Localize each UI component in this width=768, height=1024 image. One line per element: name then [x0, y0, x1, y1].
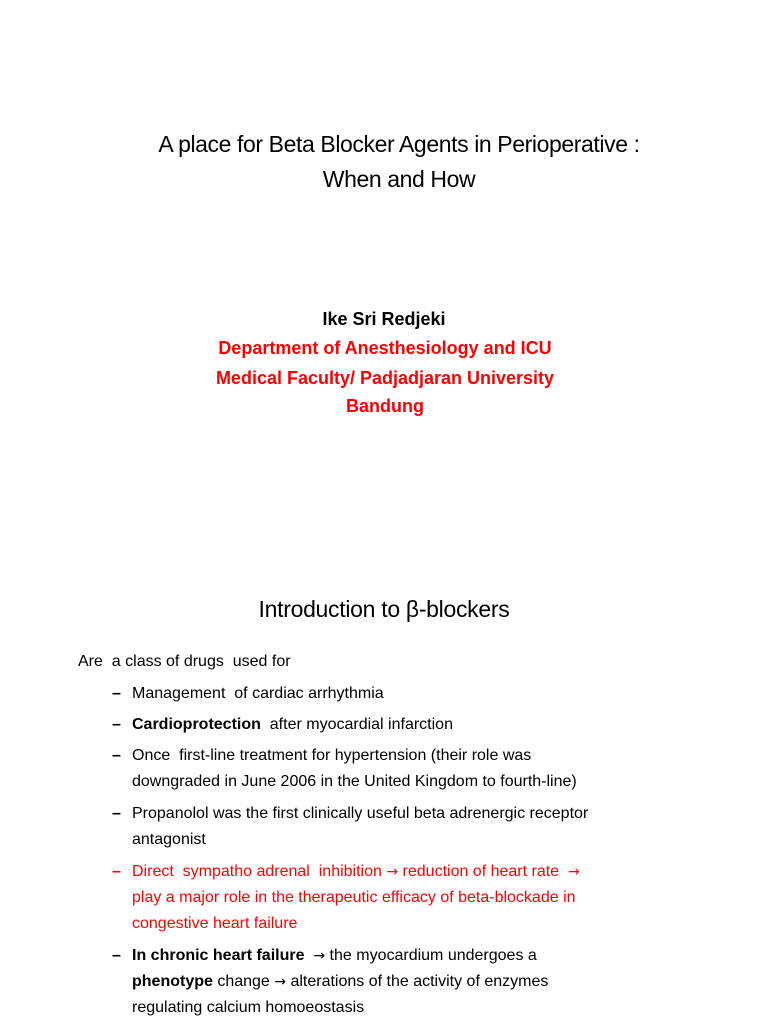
bullet-dash: – [112, 863, 121, 880]
bullet-text-part: Direct sympatho adrenal inhibition [132, 863, 387, 880]
bullet-text [132, 712, 752, 738]
bullet-text-part: alterations of the activity of enzymes regulating calcium homoeostasis [132, 973, 549, 1016]
bullet-text: Once first-line treatment for hypertension (their role was downgraded in June 2006 in the United Kingdom to fourth-line) [132, 747, 577, 790]
right-arrow-icon: → [386, 864, 399, 880]
bullet-dash: – [112, 947, 121, 964]
bullet-text-part: reduction of heart rate [398, 863, 568, 880]
bullet-dash: – [112, 685, 121, 702]
intro-lead-text: Are a class of drugs used for [78, 653, 291, 670]
affiliation-city: Bandung [346, 396, 424, 416]
affiliation-faculty: Medical Faculty/ Padjadjaran University [215, 368, 555, 388]
bullet-dash: – [112, 747, 121, 764]
author-name: Ike Sri Redjeki [322, 309, 446, 329]
right-arrow-icon: → [313, 948, 326, 964]
presentation-title-line-2: When and How [322, 166, 476, 192]
bullet-text [132, 859, 752, 937]
slide-heading: Introduction to β-blockers [258, 596, 510, 622]
right-arrow-icon: → [274, 974, 287, 990]
bullet-dash: – [112, 716, 121, 733]
affiliation-department: Department of Anesthesiology and ICU [218, 338, 552, 358]
bullet-text-rest: after myocardial infarction [260, 716, 453, 733]
presentation-title-line-1: A place for Beta Blocker Agents in Perioperative : [158, 131, 640, 157]
bullet-text: Propanolol was the first clinically useful beta adrenergic receptor antagonist [132, 805, 589, 848]
bullet-text-part: the myocardium undergoes a [329, 947, 537, 964]
bullet-text-part: change [212, 973, 275, 990]
bold-term: phenotype [132, 973, 213, 990]
bold-term: Cardioprotection [132, 716, 261, 733]
right-arrow-icon: → [567, 864, 580, 880]
bold-term: In chronic heart failure [132, 947, 305, 964]
bullet-dash: – [112, 805, 121, 822]
bullet-text [132, 943, 752, 1021]
bullet-text: Management of cardiac arrhythmia [132, 685, 384, 702]
bullet-text-part: play a major role in the therapeutic efficacy of beta-blockade in congestive heart failure [132, 889, 576, 932]
